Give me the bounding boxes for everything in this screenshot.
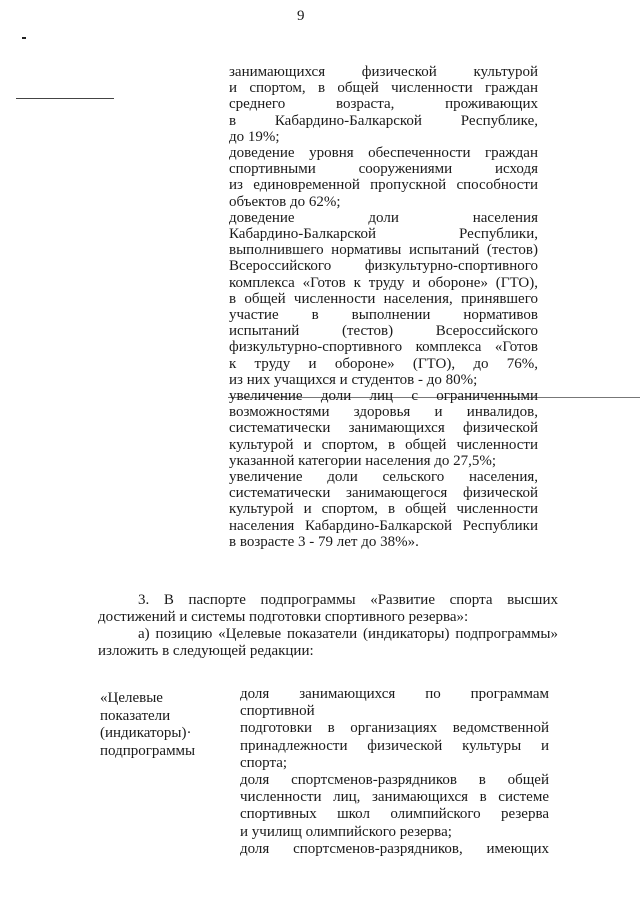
text-line: занимающихся физической культурой — [229, 64, 538, 80]
text-line: Всероссийского физкультурно-спортивного — [229, 258, 538, 275]
text-line: систематически занимающихся физической — [229, 420, 538, 437]
page-number: 9 — [297, 8, 305, 24]
text-line: достижений и системы подготовки спортивного резерва»: — [98, 609, 469, 625]
text-line: принадлежности физической культуры и спорта; — [240, 737, 549, 771]
text-line: возможностями здоровья и инвалидов, — [229, 404, 538, 421]
text-line: показатели — [100, 707, 171, 724]
text-line: в общей численности населения, принявшего — [229, 290, 538, 307]
text-line: испытаний (тестов) Всероссийского — [229, 323, 538, 340]
text-line: из них учащихся и студентов - до 80%; — [229, 371, 478, 388]
text-line: систематически занимающегося физической — [229, 485, 538, 502]
text-line: доведение уровня обеспеченности граждан — [229, 145, 538, 162]
text-line: до 19%; — [229, 128, 280, 145]
text-line: объектов до 62%; — [229, 193, 341, 210]
text-line: комплекса «Готов к труду и обороне» (ГТО), — [229, 274, 538, 291]
text-line: участие в выполнении нормативов — [229, 307, 538, 324]
text-line: численности лиц, занимающихся в системе — [240, 789, 549, 806]
text-line: из единовременной пропускной способности — [229, 177, 538, 194]
text-line: культурой и спортом, в общей численности — [229, 436, 538, 453]
indicators-continuation-block — [229, 64, 538, 550]
text-line: выполнившего нормативы испытаний (тестов) — [229, 242, 538, 259]
paragraph-3 — [98, 592, 558, 660]
text-line: спортивными сооружениями исходя — [229, 161, 538, 178]
margin-mark — [22, 37, 26, 39]
position-content — [240, 686, 549, 858]
text-line: в возрасте 3 - 79 лет до 38%». — [229, 533, 419, 550]
text-line: физкультурно-спортивного комплекса «Готов — [229, 339, 538, 356]
text-line: увеличение доли лиц с ограниченными — [229, 388, 538, 405]
text-line: подготовки в организациях ведомственной — [240, 720, 549, 737]
text-line: спортивных школ олимпийского резерва — [240, 806, 549, 823]
text-line: доведение доли населения — [229, 209, 538, 226]
text-line: доля спортсменов-разрядников, имеющих — [240, 840, 549, 857]
position-label — [100, 690, 220, 760]
text-line: доля занимающихся по программам спортивной — [240, 686, 549, 720]
text-line: в Кабардино-Балкарской Республике, — [229, 112, 538, 129]
margin-rule — [16, 98, 114, 99]
text-line: к труду и обороне» (ГТО), до 76%, — [229, 355, 538, 372]
text-line: и спортом, в общей численности граждан — [229, 80, 538, 97]
text-line: (индикаторы)· — [100, 725, 192, 741]
text-line: а) позицию «Целевые показатели (индикаторы) подпрограммы» — [138, 626, 558, 642]
text-line: и училищ олимпийского резерва; — [240, 823, 452, 840]
text-line: населения Кабардино-Балкарской Республики — [229, 517, 538, 534]
text-line: «Целевые — [100, 690, 163, 706]
text-line: указанной категории населения до 27,5%; — [229, 452, 497, 469]
text-line: увеличение доли сельского населения, — [229, 469, 538, 486]
text-line: 3. В паспорте подпрограммы «Развитие спорта высших — [138, 592, 558, 608]
text-line: изложить в следующей редакции: — [98, 643, 314, 659]
text-line: среднего возраста, проживающих — [229, 96, 538, 113]
text-line: культурой и спортом, в общей численности — [229, 501, 538, 518]
text-line: подпрограммы — [100, 742, 196, 759]
text-line: Кабардино-Балкарской Республики, — [229, 226, 538, 243]
text-line: доля спортсменов-разрядников в общей — [240, 772, 549, 789]
